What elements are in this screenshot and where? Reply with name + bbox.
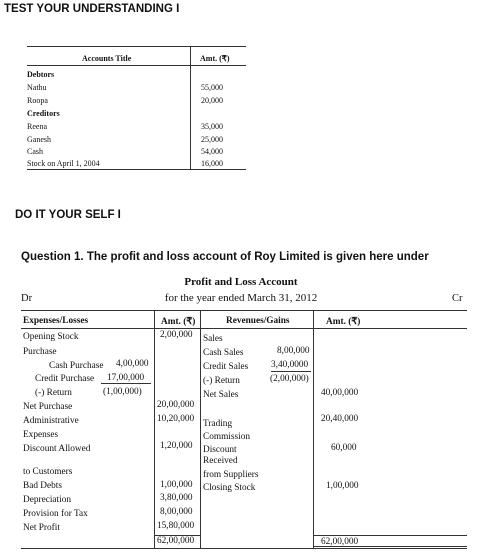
row-amt: 20,000: [201, 96, 223, 105]
administrative-amt: 10,20,000: [157, 414, 195, 424]
opening-stock-amt: 2,00,000: [160, 330, 193, 340]
credit-sales-label: Credit Sales: [203, 362, 249, 372]
sales-rule: [271, 371, 311, 372]
discount-allowed-label: Discount Allowed: [23, 444, 91, 454]
head-amt-right: Amt. (₹): [326, 317, 361, 327]
row-label: Reena: [27, 122, 47, 131]
row-amt: 16,000: [201, 159, 223, 168]
net-sales-label: Net Sales: [203, 390, 239, 400]
purchase-return-amt: (1,00,000): [103, 387, 142, 397]
row-label: Nathu: [27, 83, 47, 92]
to-customers-label: to Customers: [23, 467, 73, 477]
section-heading-test: TEST YOUR UNDERSTANDING I: [4, 3, 180, 15]
trading-label: Trading: [203, 419, 233, 429]
net-sales-amt: 40,00,000: [321, 388, 359, 398]
closing-stock-amt: 1,00,000: [326, 481, 359, 491]
cash-purchase-label: Cash Purchase: [49, 361, 104, 371]
row-amt: 25,000: [201, 135, 223, 144]
pl-border-bottom: [21, 548, 467, 549]
pl-subtitle: for the year ended March 31, 2012: [164, 292, 318, 304]
opening-stock-label: Opening Stock: [23, 332, 79, 342]
row-amt: 54,000: [201, 147, 223, 156]
cash-sales-amt: 8,00,000: [277, 346, 310, 356]
pl-right-amt-rule: [313, 310, 314, 548]
net-purchase-amt: 20,00,000: [157, 400, 195, 410]
right-total-rule: [314, 535, 467, 536]
provision-tax-label: Provision for Tax: [23, 509, 88, 519]
right-total-amt: 62,00,000: [321, 537, 359, 547]
section-heading-do-it: DO IT YOUR SELF I: [15, 209, 121, 221]
pl-left-amt-rule: [154, 310, 155, 548]
cr-label: Cr: [452, 293, 463, 304]
pl-title: Profit and Loss Account: [184, 276, 298, 288]
net-profit-amt: 15,80,000: [157, 521, 195, 531]
discount-label: Discount: [203, 445, 237, 455]
closing-stock-label: Closing Stock: [203, 483, 256, 493]
provision-tax-amt: 8,00,000: [160, 507, 193, 517]
sales-return-amt: (2,00,000): [270, 374, 309, 384]
table-column-rule: [190, 46, 191, 170]
credit-purchase-amt: 17,00,000: [107, 373, 145, 383]
row-label: Debtors: [27, 70, 55, 79]
trading-amt: 20,40,000: [321, 414, 359, 424]
head-revenues: Revenues/Gains: [226, 316, 290, 326]
row-label: Creditors: [27, 109, 60, 118]
expenses-label: Expenses: [23, 430, 59, 440]
commission-label: Commission: [203, 432, 251, 442]
credit-sales-amt: 3,40,0000: [271, 360, 309, 370]
pl-center-rule: [200, 310, 201, 548]
table-border-top: [27, 46, 246, 47]
purchase-rule: [101, 383, 151, 384]
purchase-return-label: (-) Return: [35, 388, 72, 398]
row-label: Stock on April 1, 2004: [27, 159, 100, 168]
accounts-table: [27, 46, 246, 170]
credit-purchase-label: Credit Purchase: [35, 374, 95, 384]
sales-label: Sales: [203, 334, 223, 344]
from-suppliers-label: from Suppliers: [203, 470, 259, 480]
row-label: Cash: [27, 147, 43, 156]
discount-amt: 60,000: [331, 443, 357, 453]
question-text: Question 1. The profit and loss account of Roy Limited is given here under: [21, 251, 429, 263]
table-border-bottom: [27, 169, 246, 170]
col-header-title: Accounts Title: [82, 54, 132, 63]
net-profit-label: Net Profit: [23, 523, 60, 533]
pl-header-rule: [21, 328, 467, 329]
table-header-rule: [27, 65, 246, 66]
depreciation-label: Depreciation: [23, 495, 72, 505]
sales-return-label: (-) Return: [203, 376, 240, 386]
cash-purchase-amt: 4,00,000: [116, 359, 149, 369]
discount-allowed-amt: 1,20,000: [160, 441, 193, 451]
administrative-label: Administrative: [23, 416, 79, 426]
purchase-label: Purchase: [23, 347, 57, 357]
depreciation-amt: 3,80,000: [160, 493, 193, 503]
dr-label: Dr: [21, 293, 33, 304]
pl-border-top: [21, 310, 467, 311]
row-amt: 35,000: [201, 122, 223, 131]
left-total-amt: 62,00,000: [157, 536, 195, 546]
net-purchase-label: Net Purchase: [23, 402, 73, 412]
bad-debts-amt: 1,00,000: [160, 480, 193, 490]
head-expenses: Expenses/Losses: [23, 316, 89, 326]
row-label: Ganesh: [27, 135, 51, 144]
row-amt: 55,000: [201, 83, 223, 92]
bad-debts-label: Bad Debts: [23, 481, 62, 491]
head-amt-left: Amt. (₹): [161, 317, 196, 327]
received-label: Received: [203, 456, 238, 466]
col-header-amt: Amt. (₹): [200, 54, 230, 63]
cash-sales-label: Cash Sales: [203, 348, 244, 358]
profit-loss-account: [21, 310, 467, 550]
row-label: Roopa: [27, 96, 48, 105]
